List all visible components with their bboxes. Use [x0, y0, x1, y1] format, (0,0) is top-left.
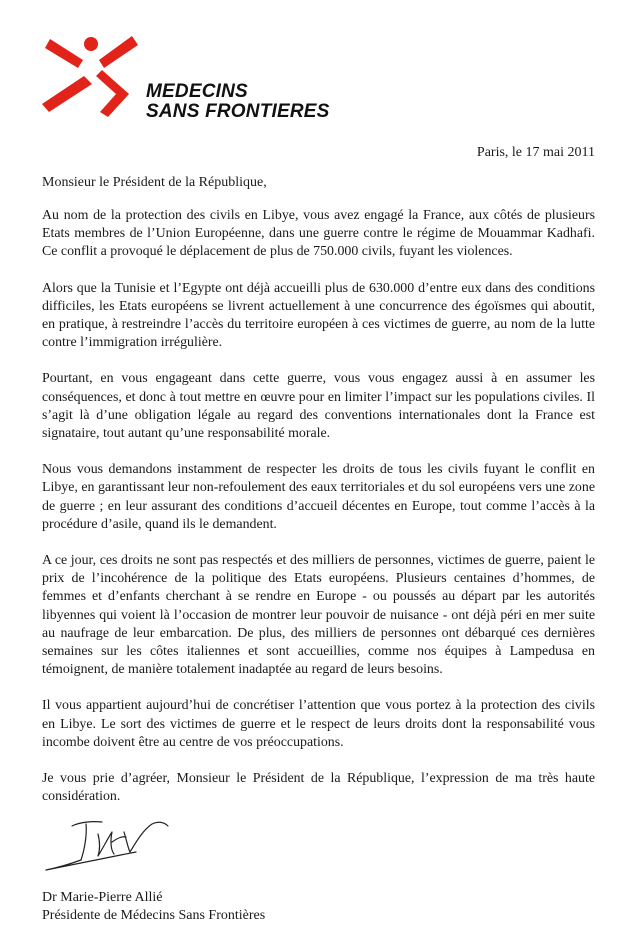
signer-block [42, 889, 265, 925]
paragraph: Au nom de la protection des civils en Libye, vous avez engagé la France, aux côtés de plusieurs Etats membres de l’Union Européenne, dans une guerre contre le régime de Mouammar Kadhafi. Ce conflit a provoqué le déplacement de plus de 750.000 civils, fuyant les violences. [42, 208, 595, 260]
msf-runner-icon [36, 24, 146, 124]
logo-line-2: SANS FRONTIERES [146, 101, 330, 122]
paragraph: Nous vous demandons instamment de respecter les droits de tous les civils fuyant le conflit en Libye, en garantissant leur non-refoulement des eaux territoriales et du sol européens vers une zone de guerre ; en leur assurant des conditions d’accueil décentes en Europe, tout comme l’accès à la procédure d’asile, quand ils le demandent. [42, 462, 595, 532]
paragraph: Alors que la Tunisie et l’Egypte ont déjà accueilli plus de 630.000 d’entre eux dans des conditions difficiles, les Etats européens se livrent actuellement à une concurrence des égoïsmes qui aboutit, en pratique, à restreindre l’accès du territoire européen à ces victimes de guerre, au nom de la lutte contre l’immigration irrégulière. [42, 280, 595, 351]
signer-name: Dr Marie-Pierre Allié [42, 890, 163, 905]
logo-line-1: MEDECINS [146, 81, 248, 102]
paragraph: Il vous appartient aujourd’hui de concrétiser l’attention que vous portez à la protection des civils en Libye. Le sort des victimes de guerre et le respect de leurs droits dont la responsabilité vous incombe doivent être au centre de vos préoccupations. [42, 698, 595, 750]
letter-body [42, 207, 595, 824]
msf-logo [36, 24, 330, 124]
salutation: Monsieur le Président de la République, [42, 175, 267, 190]
paragraph: Pourtant, en vous engageant dans cette guerre, vous vous engagez aussi à en assumer les conséquences, et donc à tout mettre en œuvre pour en limiter l’impact sur les populations civiles. Il s’agit là d’une obligation légale au regard des conventions internationales dont la France est signataire, tout autant qu’une responsabilité morale. [42, 371, 595, 442]
paragraph: Je vous prie d’agréer, Monsieur le Président de la République, l’expression de ma très haute considération. [42, 771, 595, 805]
logo-wordmark [146, 82, 330, 122]
signer-title: Présidente de Médecins Sans Frontières [42, 908, 266, 923]
paragraph: A ce jour, ces droits ne sont pas respectés et des milliers de personnes, victimes de guerre, paient le prix de l’incohérence de la politique des Etats européens. Plusieurs centaines d’hommes, de femmes et d’enfants cherchant à se rendre en Europe - ou poussés au départ par les autorités libyennes qui voient là l’occasion de montrer leur pouvoir de nuisance - ont déjà péri en mer suite au naufrage de leur embarcation. De plus, des milliers de personnes ont débarqué ces dernières semaines sur les côtes italiennes et sont accueillies, comme nos équipes à Lampedusa en témoignent, de manière totalement inadaptée au regard de leurs besoins. [42, 553, 595, 678]
letter-date: Paris, le 17 mai 2011 [476, 145, 595, 160]
handwritten-signature [40, 812, 180, 874]
